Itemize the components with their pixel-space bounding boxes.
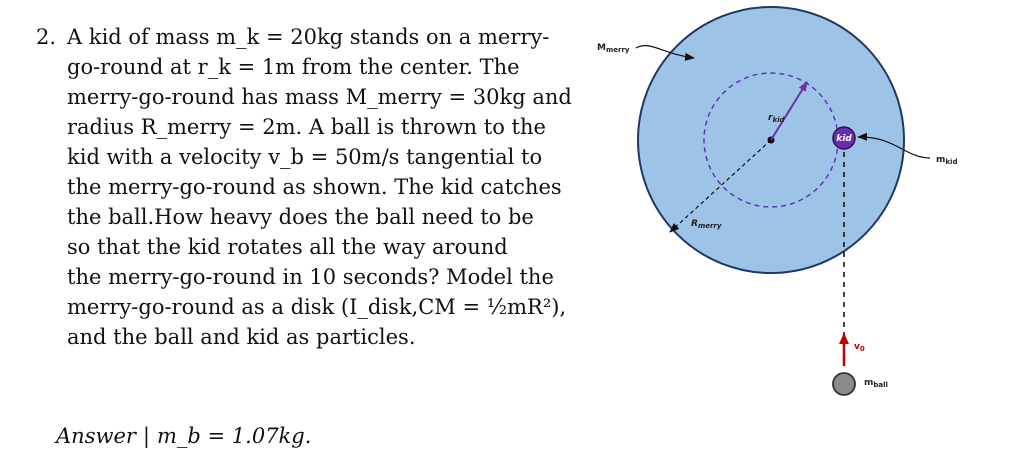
label-R-merry: $R_{merry}$ [691,219,722,230]
answer-separator: | [142,424,150,448]
problem-line-7: the ball.How heavy does the ball need to be [67,205,534,229]
problem-line-8: so that the kid rotates all the way around [67,235,508,259]
label-kid: kid [836,134,852,144]
label-v0: $v_0$ [854,342,865,353]
problem-line-10: merry-go-round as a disk (I_disk,CM = ½mR²), [67,295,567,319]
problem-line-3: merry-go-round has mass M_merry = 30kg and [67,85,572,109]
problem-line-2: go-round at r_k = 1m from the center. The [67,55,520,79]
label-r-kid: $r_{kid}$ [768,113,785,124]
problem-line-4: radius R_merry = 2m. A ball is thrown to the [67,115,546,139]
ball [833,373,855,395]
problem-line-11: and the ball and kid as particles. [67,325,416,349]
problem-line-1: A kid of mass m_k = 20kg stands on a merry- [67,25,550,49]
problem-line-5: kid with a velocity v_b = 50m/s tangential to [67,145,543,169]
answer-value: m_b = 1.07kg. [157,424,312,448]
answer-label: Answer [56,424,136,448]
problem-line-9: the merry-go-round in 10 seconds? Model the [67,265,554,289]
label-m-kid: $m_{kid}$ [936,155,958,166]
problem-number: 2. [36,25,57,49]
label-m-ball: $m_{ball}$ [864,378,888,389]
problem-line-6: the merry-go-round as shown. The kid catches [67,175,562,199]
label-m-merry: $M_{merry}$ [597,43,630,54]
